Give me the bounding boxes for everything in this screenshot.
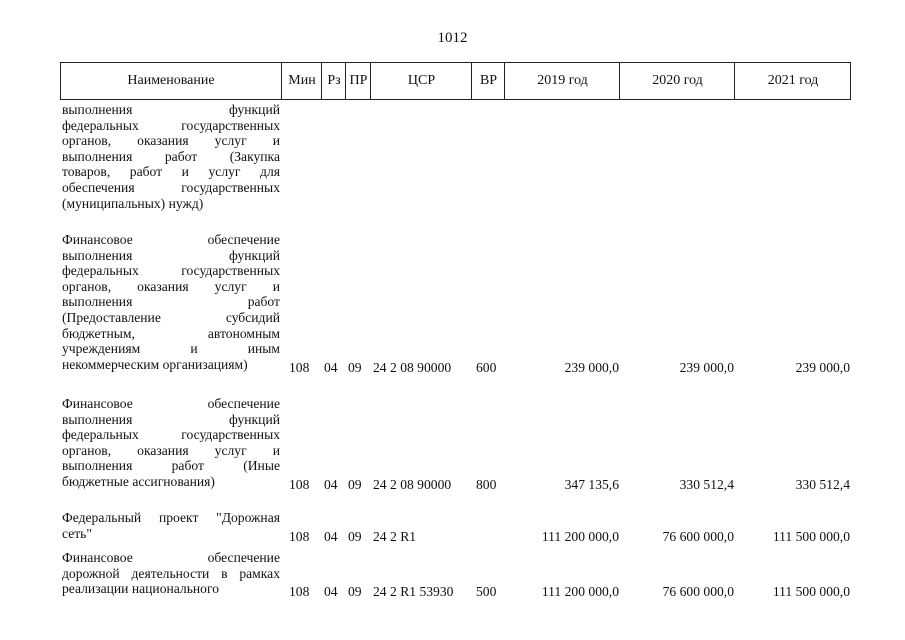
cell-csr: 24 2 R1 [373,528,417,544]
row-name-line: выполнения работ [62,294,280,310]
cell-csr: 24 2 08 90000 [373,359,452,375]
row-name-line: выполнения функций [62,247,280,263]
header-name: Наименование [127,73,215,88]
cell-y2020: 76 600 000,0 [662,528,734,544]
header-vr: ВР [471,63,505,99]
row-name-line: органов, оказания услуг и [62,442,280,458]
cell-y2021: 239 000,0 [795,359,850,375]
row-name-line: учреждениям и иным [62,341,280,357]
row-name-line: сеть" [62,525,92,541]
cell-y2020: 76 600 000,0 [662,584,734,600]
cell-pr: 09 [348,359,362,375]
cell-y2021: 111 500 000,0 [772,528,850,544]
row-name-line: федеральных государственных [62,263,280,279]
row-name-line: бюджетные ассигнования) [62,473,215,489]
cell-y2019: 111 200 000,0 [541,584,619,600]
cell-min: 108 [289,528,310,544]
table-header [60,62,851,100]
page-number: 1012 [437,30,468,46]
cell-rz: 04 [324,528,338,544]
cell-vr: 500 [476,584,497,600]
row-name-line: (муниципальных) нужд) [62,195,204,211]
row-name-line: дорожной деятельности в рамках [62,565,280,581]
row-name [62,510,280,541]
row-name-line: выполнения работ (Закупка [62,148,280,164]
cell-y2021: 111 500 000,0 [772,584,850,600]
row-name-line: Финансовое обеспечение [62,550,280,565]
row-name-line: реализации национального [62,581,220,597]
cell-y2020: 239 000,0 [679,359,734,375]
row-name-line: органов, оказания услуг и [62,133,280,149]
cell-y2019: 347 135,6 [564,477,619,492]
cell-pr: 09 [348,528,362,544]
row-name-line: Федеральный проект "Дорожная [62,510,280,525]
cell-y2021: 330 512,4 [795,477,850,492]
row-name-line: Финансовое обеспечение [62,232,280,247]
row-name-line: выполнения работ (Иные [62,458,280,474]
header-2021: 2021 год [734,63,851,99]
cell-min: 108 [289,359,310,375]
row-name-line: обеспечения государственных [62,179,280,195]
row-name-line: федеральных государственных [62,117,280,133]
cell-min: 108 [289,584,310,600]
cell-rz: 04 [324,477,338,492]
cell-rz: 04 [324,359,338,375]
row-name-line: Финансовое обеспечение [62,396,280,411]
header-csr: ЦСР [370,63,472,99]
cell-y2019: 111 200 000,0 [541,528,619,544]
row-name [62,102,280,211]
row-name [62,232,280,372]
cell-csr: 24 2 08 90000 [373,477,452,492]
row-name-line: (Предоставление субсидий [62,309,280,325]
row-name-line: выполнения функций [62,411,280,427]
row-name-line: выполнения функций [62,102,280,117]
row-name-line: федеральных государственных [62,427,280,443]
header-rz: Рз [321,63,346,99]
cell-vr: 800 [476,477,497,492]
cell-rz: 04 [324,584,338,600]
cell-min: 108 [289,477,310,492]
row-name-line: товаров, работ и услуг для [62,164,280,180]
row-name [62,550,280,597]
row-name [62,396,280,490]
cell-y2019: 239 000,0 [564,359,619,375]
cell-vr: 600 [476,359,497,375]
cell-pr: 09 [348,477,362,492]
cell-csr: 24 2 R1 53930 [373,584,454,600]
header-pr: ПР [345,63,371,99]
header-2019: 2019 год [504,63,620,99]
cell-pr: 09 [348,584,362,600]
header-2020: 2020 год [619,63,735,99]
row-name-line: некоммерческим организациям) [62,356,248,372]
row-name-line: бюджетным, автономным [62,325,280,341]
cell-y2020: 330 512,4 [679,477,734,492]
row-name-line: органов, оказания услуг и [62,278,280,294]
header-min: Мин [281,63,322,99]
